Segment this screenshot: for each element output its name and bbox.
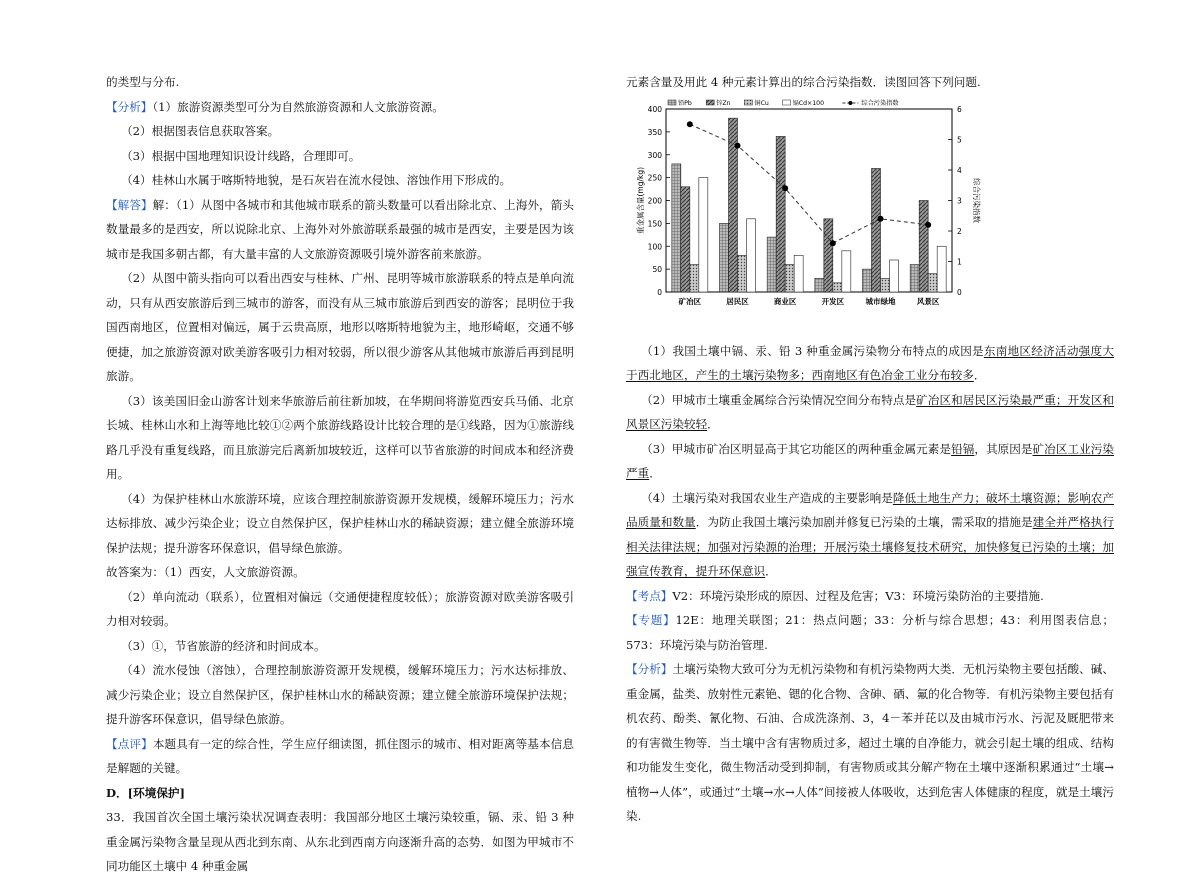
bar-3-1 <box>690 264 699 291</box>
y2-axis-label: 综合污染指数 <box>972 177 981 223</box>
y2-tick-label: 4 <box>957 165 962 175</box>
legend-label: 综合污染指数 <box>861 99 899 107</box>
y-tick-label: 300 <box>647 150 662 160</box>
legend-swatch <box>706 100 714 105</box>
pollution-chart-svg <box>626 99 1114 331</box>
bar-2-4 <box>824 218 833 291</box>
x-category-label: 风景区 <box>916 296 940 306</box>
bar-2-5 <box>872 168 881 292</box>
answer-paragraph <box>106 193 574 267</box>
answer-tag: 【解答】 <box>106 197 153 212</box>
final-2: （2）单向流动（联系），位置相对偏远（交通便捷程度较低）；旅游资源对欧美游客吸引力相对较弱。 <box>106 589 574 628</box>
y-tick-label: 50 <box>652 264 662 274</box>
legend-line-marker <box>848 101 852 105</box>
legend-label: 铜Cu <box>754 99 769 107</box>
bar-2-3 <box>776 136 785 292</box>
point-paragraph <box>626 584 1114 609</box>
q4-answer-1: 降低土地生产力；破坏土壤资源；影响农产品质量和数量 <box>626 490 1114 529</box>
y-tick-label: 400 <box>647 104 662 114</box>
y2-tick-label: 0 <box>957 287 962 297</box>
comment-paragraph <box>106 732 574 781</box>
y2-tick-label: 2 <box>957 226 962 236</box>
pollution-chart <box>626 99 1114 331</box>
bar-1-3 <box>767 237 776 292</box>
pollution-index-point <box>830 240 836 246</box>
bar-1-2 <box>720 223 729 292</box>
x-category-label: 开发区 <box>821 296 845 306</box>
q3-mid: ，其原因是 <box>974 441 1033 456</box>
legend-label: 镉Cd×100 <box>792 99 825 107</box>
point-text: V2：环境污染形成的原因、过程及危害；V3：环境污染防治的主要措施. <box>672 588 1044 603</box>
plot-frame <box>666 109 952 292</box>
q1-prompt: （1）我国土壤中镉、汞、铅 3 种重金属污染物分布特点的成因是 <box>641 343 984 358</box>
q4-mid: ．为防止我国土壤污染加剧并修复已污染的土壤，需采取的措施是 <box>695 515 1033 529</box>
bar-4-4 <box>842 250 851 291</box>
analysis-3: （3）根据中国地理知识设计线路，合理即可。 <box>121 148 361 163</box>
y-tick-label: 100 <box>647 241 662 251</box>
pollution-index-point <box>925 221 931 227</box>
q4-paragraph <box>626 486 1114 584</box>
q3-answer-2: 矿冶区工业污染严重 <box>626 441 1114 480</box>
bar-3-3 <box>785 264 794 291</box>
q2-prompt: （2）甲城市土壤重金属综合污染情况空间分布特点是 <box>641 392 917 407</box>
section-heading: D．[环境保护] <box>106 785 185 800</box>
q2-paragraph <box>626 388 1114 437</box>
q4-end: ． <box>765 564 777 578</box>
topic-paragraph <box>626 608 1114 657</box>
q1-end: ． <box>973 368 986 382</box>
left-column <box>106 70 574 879</box>
y-tick-label: 0 <box>657 287 662 297</box>
q4-answer-2: 建全并严格执行相关法律法规；加强对污染源的治理；开展污染土壤修复技术研究，加快修复已污染的土壤；加强宣传教育，提升环保意识 <box>626 515 1114 578</box>
answer-3: （3）该美国旧金山游客计划来华旅游后前往新加坡，在华期间将游览西安兵马俑、北京长城、桂林山水和上海等地比较①②两个旅游线路设计比较合理的是①线路，因为①旅游线路几乎没有重复线路，而且旅游完后离新加坡较近，这样可以节省旅游的时间成本和经济费用。 <box>106 393 574 481</box>
answer-4: （4）为保护桂林山水旅游环境，应该合理控制旅游资源开发规模，缓解环境压力；污水达标排放、减少污染企业；设立自然保护区，保护桂林山水的稀缺资源；建立健全旅游环境保护法规；提升游客环保意识，倡导绿色旅游。 <box>106 491 574 555</box>
q1-paragraph <box>626 339 1114 388</box>
q3-paragraph <box>626 437 1114 486</box>
bar-1-5 <box>863 269 872 292</box>
right-analysis-tag: 【分析】 <box>626 662 673 676</box>
left-line-1: 的类型与分布. <box>106 75 180 89</box>
pollution-index-point <box>735 142 741 148</box>
bar-3-4 <box>833 282 842 291</box>
topic-tag: 【专题】 <box>626 613 676 627</box>
bar-1-1 <box>672 163 681 291</box>
bar-3-6 <box>928 273 937 291</box>
point-tag: 【考点】 <box>626 588 673 603</box>
y2-tick-label: 6 <box>957 104 962 114</box>
x-category-label: 城市绿地 <box>865 296 896 306</box>
answer-1: 解：（1）从图中各城市和其他城市联系的箭头数量可以看出除北京、上海外，箭头数量最多的是西安，所以说除北京、上海外对外旅游联系最强的城市是西安，主要是因为该城市是我国多朝古都，有大量丰富的人文旅游资源吸引境外游客前来旅游。 <box>106 197 574 261</box>
q1-answer: 东南地区经济活动强度大于西北地区，产生的土壤污染物多；西南地区有色冶金工业分布较多 <box>626 343 1114 382</box>
right-analysis-paragraph <box>626 657 1114 829</box>
analysis-4: （4）桂林山水属于喀斯特地貌，是石灰岩在流水侵蚀、溶蚀作用下形成的。 <box>121 173 512 187</box>
y-tick-label: 150 <box>647 218 662 228</box>
bar-4-6 <box>937 246 946 292</box>
bar-1-6 <box>910 264 919 291</box>
q3-prompt: （3）甲城市矿冶区明显高于其它功能区的两种重金属元素是 <box>641 441 952 456</box>
y-tick-label: 250 <box>647 173 662 183</box>
q2-end: ． <box>707 417 719 431</box>
q4-prompt: （4）土壤污染对我国农业生产造成的主要影响是 <box>641 490 893 505</box>
y-tick-label: 200 <box>647 196 662 205</box>
pollution-index-point <box>782 185 788 191</box>
y-axis-label: 重金属含量(mg/kg) <box>636 166 645 234</box>
legend-label: 铅Pb <box>678 99 692 107</box>
analysis-paragraph <box>106 95 574 120</box>
bar-3-5 <box>881 278 890 292</box>
bar-4-1 <box>699 177 708 291</box>
pollution-index-point <box>878 215 884 221</box>
right-column <box>626 70 1114 829</box>
right-line-1: 元素含量及用此 4 种元素计算出的综合污染指数．读图回答下列问题. <box>626 75 981 89</box>
x-category-label: 居民区 <box>726 296 749 306</box>
question-33: 33．我国首次全国土壤污染状况调查表明：我国部分地区土壤污染较重，镉、汞、铅 3 种重金属污染物含量呈现从西北到东南、从东北到西南方向逐渐升高的态势．如图为甲城市不同功能区土壤中 4 种重金属 <box>106 810 574 873</box>
legend-swatch <box>668 100 676 105</box>
legend-swatch <box>783 100 791 105</box>
final-3: （3）①，节省旅游的经济和时间成本。 <box>121 638 326 653</box>
analysis-2: （2）根据图表信息获取答案。 <box>121 124 280 138</box>
right-analysis-text: 土壤污染物大致可分为无机污染物和有机污染物两大类．无机污染物主要包括酸、碱、重金属，盐类、放射性元素铯、锶的化合物、含砷、硒、氟的化合物等．有机污染物主要包括有机农药、酚类、氰化物、石油、合成洗涤剂、3，4－苯并芘以及由城市污水、污泥及厩肥带来的有害微生物等．当土壤中含有害物质过多，超过土壤的自净能力，就会引起土壤的组成、结构和功能发生变化，微生物活动受到抑制，有害物质或其分解产物在土壤中逐渐积累通过“土壤→植物→人体”，或通过“土壤→水→人体”间接被人体吸收，达到危害人体健康的程度，就是土壤污染. <box>626 662 1114 823</box>
x-category-label: 矿冶区 <box>678 296 702 306</box>
y2-tick-label: 3 <box>957 196 962 205</box>
final-4: （4）流水侵蚀（溶蚀），合理控制旅游资源开发规模，缓解环境压力；污水达标排放、减少污染企业；设立自然保护区，保护桂林山水的稀缺资源；建立健全旅游环境保护法规；提升游客环保意识，倡导绿色旅游。 <box>106 663 574 726</box>
bar-4-2 <box>747 218 756 291</box>
pollution-index-point <box>687 121 693 127</box>
legend-label: 锌Zn <box>716 99 731 107</box>
comment-tag: 【点评】 <box>106 736 153 751</box>
y-tick-label: 350 <box>647 127 662 137</box>
q2-answer: 矿冶区和居民区污染最严重；开发区和风景区污染较轻 <box>626 392 1114 431</box>
comment-text: 本题具有一定的综合性，学生应仔细读图，抓住图示的城市、相对距离等基本信息是解题的关键。 <box>106 736 574 775</box>
legend-swatch <box>744 100 752 105</box>
analysis-tag: 【分析】 <box>106 99 153 114</box>
answer-2: （2）从图中箭头指向可以看出西安与桂林、广州、昆明等城市旅游联系的特点是单向流动，只有从西安旅游后到三城市的游客，而没有从三城市旅游后到西安的游客；昆明位于我国西南地区，位置相对偏远，属于云贵高原，地形以喀斯特地貌为主，地形崎岖，交通不够便捷，加之旅游资源对欧美游客吸引力相对较弱，所以很少游客从其他城市旅游后再到昆明旅游。 <box>106 271 574 383</box>
bar-2-1 <box>681 186 690 291</box>
bar-3-2 <box>738 255 747 292</box>
bar-4-3 <box>794 255 803 292</box>
bar-4-5 <box>890 259 899 291</box>
analysis-1: （1）旅游资源类型可分为自然旅游资源和人文旅游资源。 <box>152 99 444 114</box>
q3-answer-1: 铅镉 <box>951 441 975 456</box>
final-1: 故答案为：（1）西安，人文旅游资源。 <box>106 565 305 579</box>
topic-text: 12E：地理关联图；21：热点问题；33：分析与综合思想；43：利用图表信息；573：环境污染与防治管理. <box>626 613 1114 652</box>
x-category-label: 商业区 <box>773 296 797 306</box>
y2-tick-label: 1 <box>957 257 962 266</box>
q3-end: ． <box>649 466 661 480</box>
bar-2-6 <box>919 200 928 292</box>
y2-tick-label: 5 <box>957 135 962 144</box>
bar-1-4 <box>815 278 824 292</box>
